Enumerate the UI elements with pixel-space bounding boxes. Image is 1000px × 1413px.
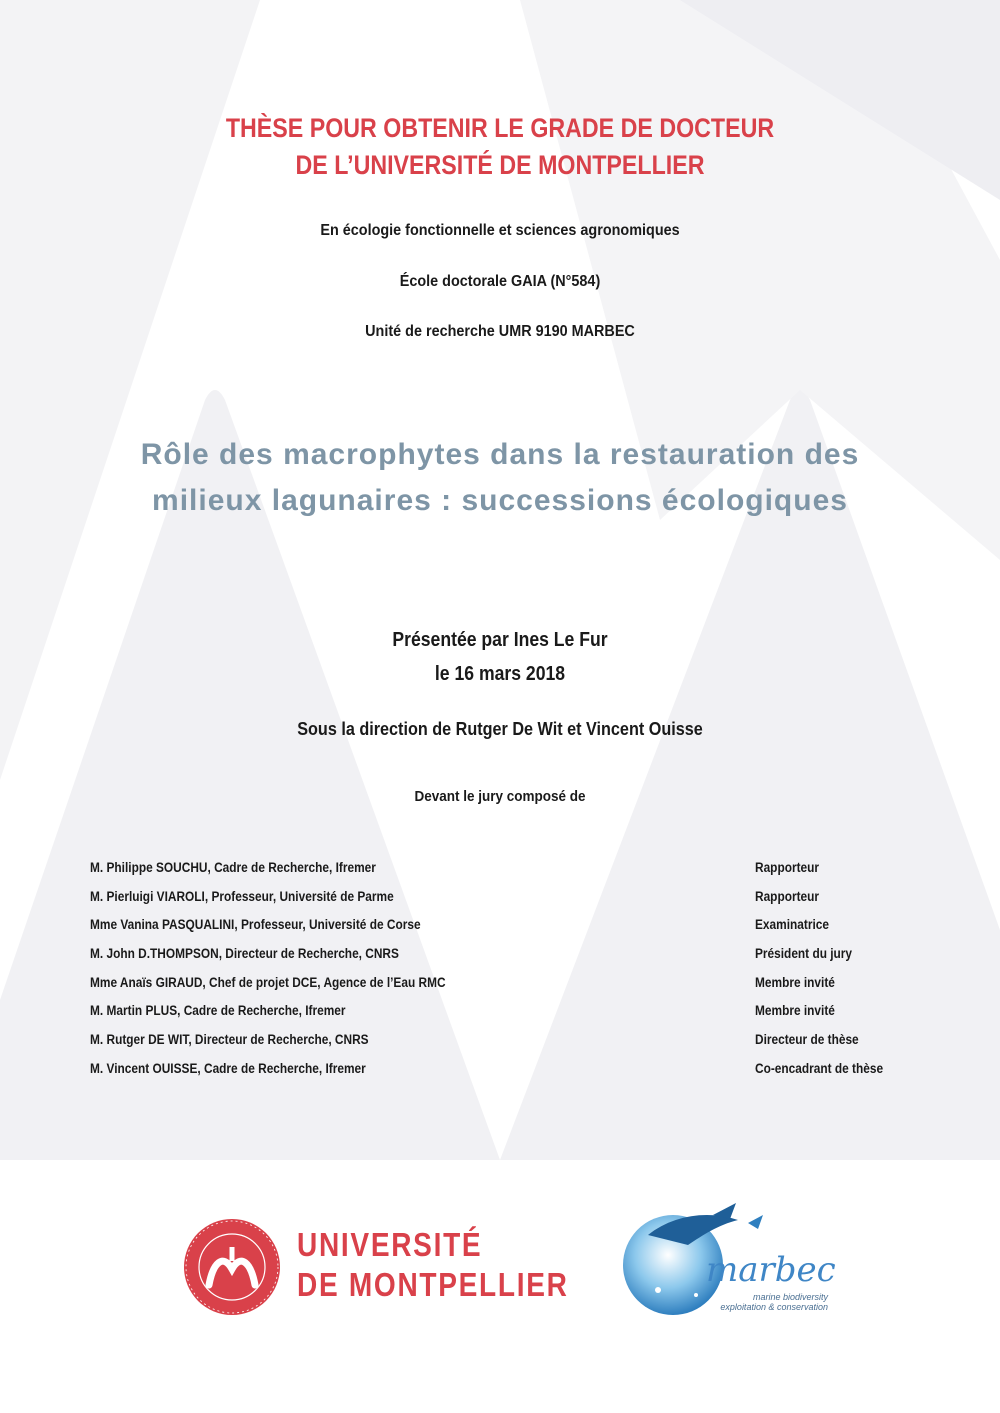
um-wordmark-line2: DE MONTPELLIER [297, 1266, 569, 1303]
thesis-title-line2: milieux lagunaires : successions écologiques [152, 484, 848, 517]
jury-member-name: M. John D.THOMPSON, Directeur de Recherche, CNRS [90, 946, 399, 962]
jury-member-role: Co-encadrant de thèse [755, 1060, 884, 1076]
doctoral-school: École doctorale GAIA (N°584) [399, 273, 601, 290]
marbec-tagline [678, 1292, 828, 1312]
degree-heading-line2: DE L’UNIVERSITÉ DE MONTPELLIER [295, 150, 705, 180]
jury-row [90, 1032, 910, 1061]
jury-member-name: M. Pierluigi VIAROLI, Professeur, Université de Parme [90, 888, 394, 904]
marbec-tagline-line1: marine biodiversity [752, 1292, 828, 1302]
marbec-logo [618, 1195, 838, 1335]
jury-row [90, 917, 910, 946]
supervision: Sous la direction de Rutger De Wit et Vincent Ouisse [297, 719, 703, 739]
thesis-title-line1: Rôle des macrophytes dans la restauration des [140, 438, 860, 471]
jury-member-role: Rapporteur [755, 888, 820, 904]
presentation-block [0, 623, 1000, 691]
jury-member-name: M. Martin PLUS, Cadre de Recherche, Ifremer [90, 1003, 346, 1019]
jury-member-role: Membre invité [755, 974, 835, 990]
marbec-wordmark: marbec [706, 1250, 836, 1290]
jury-row [90, 889, 910, 918]
um-wordmark-line1: UNIVERSITÉ [297, 1226, 483, 1263]
jury-member-name: M. Rutger DE WIT, Directeur de Recherche, CNRS [90, 1032, 369, 1048]
jury-row [90, 975, 910, 1004]
speciality: En écologie fonctionnelle et sciences agronomiques [320, 222, 680, 239]
jury-member-role: Directeur de thèse [755, 1032, 859, 1048]
jury-member-name: M. Philippe SOUCHU, Cadre de Recherche, Ifremer [90, 860, 376, 875]
marbec-tagline-line2: exploitation & conservation [720, 1302, 828, 1312]
jury-member-role: Examinatrice [755, 917, 829, 933]
universite-montpellier-logo [182, 1215, 569, 1325]
thesis-title [0, 432, 1000, 524]
jury-row [90, 1061, 910, 1090]
degree-heading-line1: THÈSE POUR OBTENIR LE GRADE DE DOCTEUR [225, 113, 775, 143]
jury-row [90, 946, 910, 975]
jury-member-name: M. Vincent OUISSE, Cadre de Recherche, Ifremer [90, 1060, 366, 1076]
defense-date: le 16 mars 2018 [434, 663, 566, 685]
um-seal-icon [182, 1217, 282, 1317]
jury-member-name: Mme Anaïs GIRAUD, Chef de projet DCE, Agence de l’Eau RMC [90, 974, 446, 990]
jury-row [90, 860, 910, 889]
presented-by: Présentée par Ines Le Fur [392, 629, 608, 651]
degree-heading [0, 110, 1000, 184]
jury-member-role: Rapporteur [755, 860, 820, 875]
jury-member-name: Mme Vanina PASQUALINI, Professeur, Université de Corse [90, 917, 421, 933]
research-unit: Unité de recherche UMR 9190 MARBEC [365, 323, 635, 340]
jury-row [90, 1003, 910, 1032]
um-wordmark [297, 1225, 569, 1305]
jury-member-role: Président du jury [755, 946, 853, 962]
jury-list [90, 860, 910, 1090]
jury-member-role: Membre invité [755, 1003, 835, 1019]
jury-heading: Devant le jury composé de [414, 788, 586, 805]
